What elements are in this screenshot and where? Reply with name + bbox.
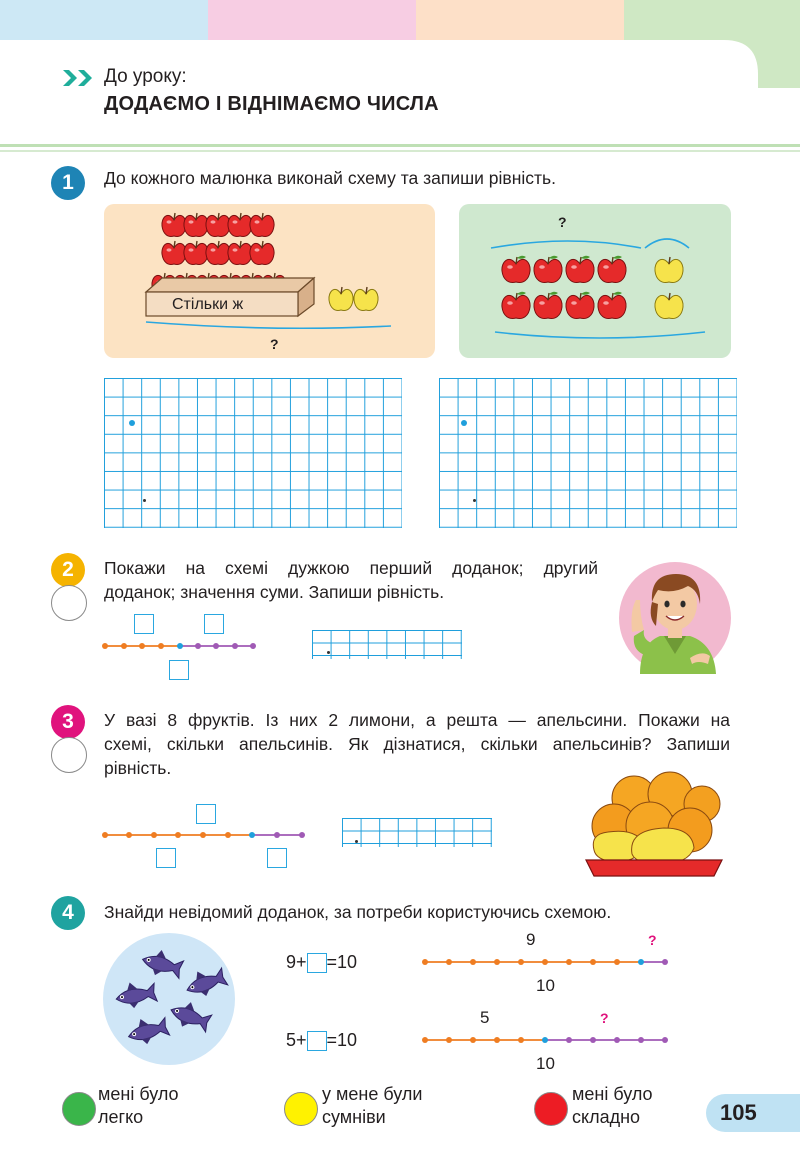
answer-box[interactable] [196, 804, 216, 824]
legend-green-circle[interactable] [62, 1092, 96, 1126]
task-4-number-line-2 [420, 1030, 672, 1050]
legend-red-circle[interactable] [534, 1092, 568, 1126]
legend-yellow-line-1: у мене були [322, 1084, 423, 1104]
task-1-question-left: ? [270, 336, 279, 352]
task-2-number: 2 [51, 553, 85, 587]
eq2-answer-box[interactable] [307, 1031, 327, 1051]
eq2-sum: 10 [337, 1030, 358, 1050]
answer-box[interactable] [156, 848, 176, 868]
fruit-bowl-illustration [584, 764, 724, 882]
fish-illustration [102, 932, 236, 1066]
answer-box[interactable] [204, 614, 224, 634]
task-1-grid-left[interactable] [104, 378, 402, 528]
answer-box[interactable] [169, 660, 189, 680]
eq1-plus: + [296, 952, 307, 972]
chevrons-icon [62, 69, 98, 87]
answer-box[interactable] [134, 614, 154, 634]
legend-yellow-line-2: сумніви [322, 1107, 386, 1127]
grid-dot-small [327, 651, 330, 654]
teacher-illustration [618, 560, 732, 676]
line-2-top-label: 5 [480, 1008, 490, 1027]
line-1-top-label: 9 [526, 930, 536, 949]
eq2-addend: 5 [286, 1030, 297, 1050]
top-strip-green [624, 0, 800, 40]
eq2-equals: = [326, 1030, 338, 1050]
header-divider [0, 144, 800, 147]
task-2-answer-grid[interactable] [312, 630, 462, 659]
task-3-text-line-2: схемі, скільки апельсинів. Як дізнатися, скільки апельсинів? Запиши [104, 734, 730, 754]
apple-row-2 [162, 241, 274, 265]
legend-green-line-2: легко [98, 1107, 144, 1127]
grid-dot [129, 420, 135, 426]
task-1-grid-right[interactable] [439, 378, 737, 528]
apple-row-1 [162, 213, 274, 237]
task-4-text: Знайди невідомий доданок, за потреби користуючись схемою. [104, 902, 612, 922]
red-apples-row-2 [502, 292, 626, 319]
task-3-self-check-circle[interactable] [51, 737, 87, 773]
top-strip-blue [0, 0, 208, 40]
grid-dot-small [473, 499, 476, 502]
legend-green-line-1: мені було [98, 1084, 179, 1104]
task-1-picture-apples-box [104, 204, 435, 358]
lesson-title: ДОДАЄМО І ВІДНІМАЄМО ЧИСЛА [104, 93, 439, 115]
apples-green-illustration [459, 204, 731, 358]
eq2-plus: + [296, 1030, 307, 1050]
task-2-text-line-2: доданок; значення суми. Запиши рівність. [104, 582, 445, 602]
apples-box-illustration [104, 204, 435, 358]
grid-dot-small [355, 840, 358, 843]
legend-red-line-2: складно [572, 1107, 641, 1127]
top-strip-pink [208, 0, 416, 40]
top-strip-peach [416, 0, 624, 40]
eq1-sum: 10 [337, 952, 358, 972]
line-2-bottom-label: 10 [536, 1054, 555, 1073]
task-3-answer-grid[interactable] [342, 818, 492, 847]
task-3-text-line-3: рівність. [104, 758, 172, 778]
task-1-question-right: ? [558, 214, 567, 230]
task-1-picture-apples-green [459, 204, 731, 358]
task-2-text-line-1: Покажи на схемі дужкою перший доданок; другий [104, 558, 598, 578]
line-2-question: ? [600, 1010, 609, 1026]
task-3-number-line [100, 820, 310, 850]
task-1-number: 1 [51, 166, 85, 200]
answer-box[interactable] [267, 848, 287, 868]
eq1-answer-box[interactable] [307, 953, 327, 973]
page-number: 105 [706, 1094, 800, 1132]
task-4-number: 4 [51, 896, 85, 930]
legend-yellow-circle[interactable] [284, 1092, 318, 1126]
line-1-bottom-label: 10 [536, 976, 555, 995]
equation-1 [286, 952, 357, 973]
task-2-self-check-circle[interactable] [51, 585, 87, 621]
eq1-equals: = [326, 952, 338, 972]
crate-label: Стільки ж [172, 296, 244, 313]
header-divider-thin [0, 150, 800, 152]
line-1-question: ? [648, 932, 657, 948]
lesson-pre-title: До уроку: [104, 66, 187, 87]
eq1-addend: 9 [286, 952, 297, 972]
legend-red-line-1: мені було [572, 1084, 653, 1104]
grid-dot-small [143, 499, 146, 502]
task-3-text-line-1: У вазі 8 фруктів. Із них 2 лимони, а решта — апельсини. Покажи на [104, 710, 730, 730]
task-3-number: 3 [51, 705, 85, 739]
equation-2 [286, 1030, 357, 1051]
grid-dot [461, 420, 467, 426]
task-1-text: До кожного малюнка виконай схему та запиши рівність. [104, 168, 557, 188]
task-4-number-line-1 [420, 952, 672, 972]
red-apples-row-1 [502, 256, 626, 283]
